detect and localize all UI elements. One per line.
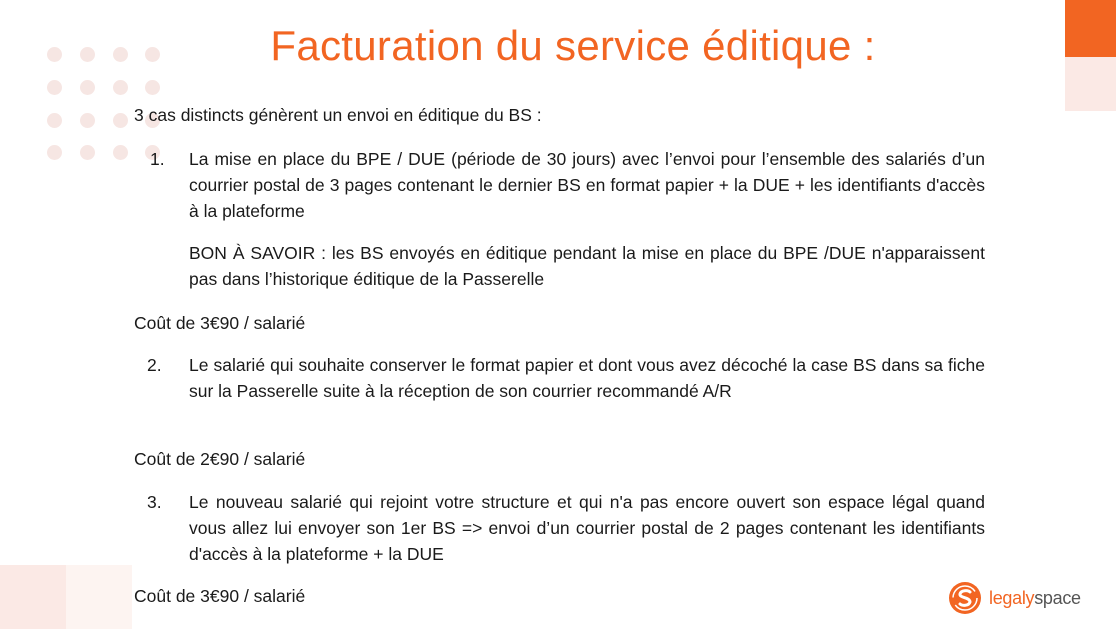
list-number: 2. — [147, 355, 162, 375]
cost-line: Coût de 3€90 / salarié — [134, 586, 306, 606]
info-note: BON À SAVOIR : les BS envoyés en éditique pendant la mise en place du BPE /DUE n'apparaissent pas dans l’historique éditique de la Passerelle — [189, 243, 985, 289]
list-number: 1. — [150, 149, 165, 169]
cost-line: Coût de 3€90 / salarié — [134, 313, 306, 333]
logo-mark-icon — [949, 582, 981, 614]
list-item-text: La mise en place du BPE / DUE (période de 30 jours) avec l’envoi pour l’ensemble des salariés d’un courrier postal de 3 pages contenant le dernier BS en format papier + la DUE + les identifiants d'accès à la plateforme — [189, 149, 985, 221]
list-item-text: Le salarié qui souhaite conserver le format papier et dont vous avez décoché la case BS dans sa fiche sur la Passerelle suite à la réception de son courrier recommandé A/R — [189, 355, 985, 401]
logo-wordmark: legalyspace — [989, 588, 1081, 608]
corner-block-bottom-left — [0, 565, 66, 629]
cost-line: Coût de 2€90 / salarié — [134, 449, 306, 469]
page-title: Facturation du service éditique : — [270, 22, 876, 69]
corner-block-bottom-left-light — [66, 565, 132, 629]
legalyspace-logo — [949, 582, 1099, 616]
intro-text: 3 cas distincts génèrent un envoi en éditique du BS : — [134, 105, 542, 125]
list-number: 3. — [147, 492, 162, 512]
list-item-text: Le nouveau salarié qui rejoint votre structure et qui n'a pas encore ouvert son espace légal quand vous allez lui envoyer son 1er BS => envoi d’un courrier postal de 2 pages contenant les identifiants d'accès à la plateforme + la DUE — [189, 492, 985, 564]
